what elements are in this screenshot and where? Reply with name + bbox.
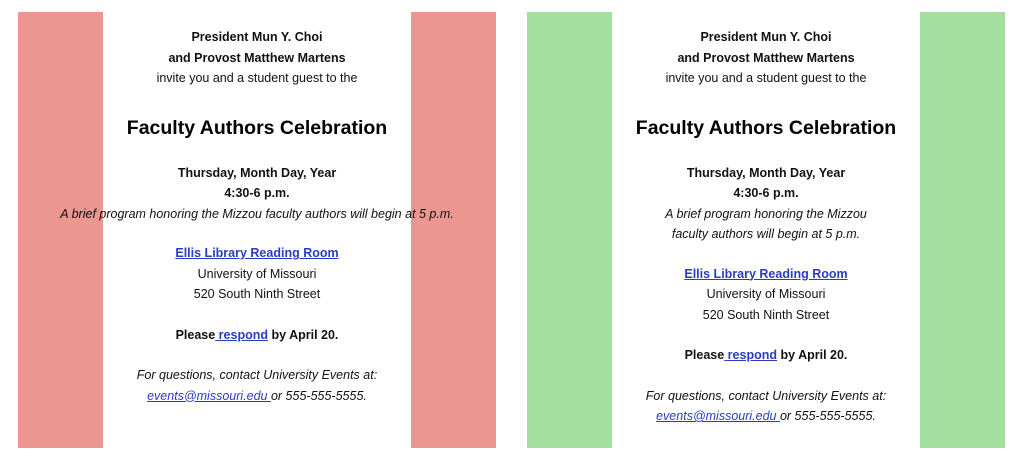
invitation-content	[612, 12, 920, 448]
left-margin-bar	[18, 12, 103, 448]
venue-link[interactable]: Ellis Library Reading Room	[684, 266, 848, 281]
venue-line-3: 520 South Ninth Street	[702, 307, 830, 322]
left-margin-bar	[527, 12, 612, 448]
contact-phone: or 555-555-5555.	[779, 409, 876, 423]
venue-line-2: University of Missouri	[706, 287, 826, 301]
contact-phone: or 555-555-5555.	[270, 388, 367, 403]
host-line-2: and Provost Matthew Martens	[168, 50, 346, 65]
program-note-line-1: A brief program honoring the Mizzou	[665, 206, 867, 221]
invite-line: invite you and a student guest to the	[156, 71, 358, 85]
invitation-panel-fit	[527, 12, 1005, 448]
invite-line: invite you and a student guest to the	[665, 71, 867, 85]
venue-link[interactable]: Ellis Library Reading Room	[175, 246, 339, 260]
right-margin-bar	[411, 12, 496, 448]
rsvp-line	[612, 345, 920, 366]
rsvp-line	[103, 325, 411, 346]
program-note-line-2: faculty authors will begin at 5 p.m.	[671, 227, 861, 241]
event-title: Faculty Authors Celebration	[635, 116, 897, 139]
event-time: 4:30-6 p.m.	[733, 186, 799, 200]
venue-line-2: University of Missouri	[197, 266, 317, 281]
rsvp-prefix: Please	[684, 348, 725, 362]
respond-link[interactable]: respond	[215, 327, 268, 342]
event-time: 4:30-6 p.m.	[224, 186, 290, 200]
host-line-1: President Mun Y. Choi	[191, 30, 323, 44]
rsvp-prefix: Please	[175, 327, 216, 342]
event-date: Thursday, Month Day, Year	[177, 165, 337, 180]
contact-line: For questions, contact University Events at:	[645, 388, 887, 403]
rsvp-suffix: by April 20.	[268, 327, 339, 342]
respond-link[interactable]: respond	[724, 348, 777, 362]
event-date: Thursday, Month Day, Year	[686, 165, 846, 180]
rsvp-suffix: by April 20.	[777, 348, 848, 362]
host-line-1: President Mun Y. Choi	[700, 30, 832, 44]
invitation-content	[60, 12, 454, 448]
invitation-panel-overflow	[18, 12, 496, 448]
event-title: Faculty Authors Celebration	[126, 116, 388, 139]
right-margin-bar	[920, 12, 1005, 448]
program-note: A brief program honoring the Mizzou faculty authors will begin at 5 p.m.	[60, 206, 454, 221]
host-line-2: and Provost Matthew Martens	[677, 50, 855, 65]
contact-line: For questions, contact University Events at:	[136, 368, 378, 382]
contact-email-link[interactable]: events@missouri.edu	[656, 409, 780, 423]
venue-line-3: 520 South Ninth Street	[193, 287, 321, 301]
contact-email-link[interactable]: events@missouri.edu	[147, 388, 271, 403]
